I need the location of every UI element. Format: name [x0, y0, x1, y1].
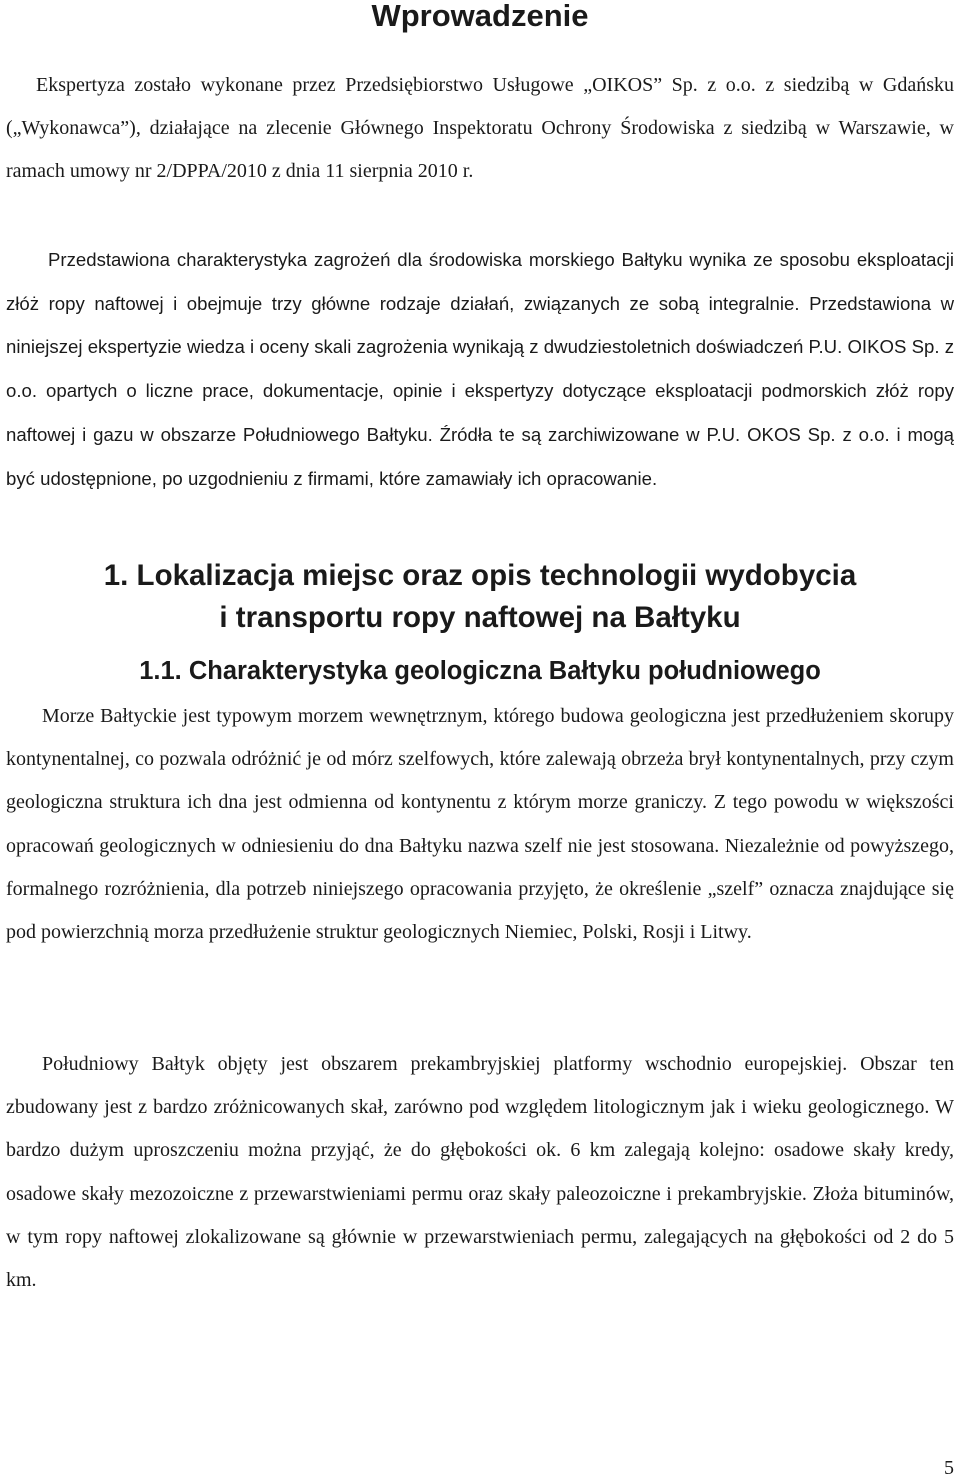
- page-title: Wprowadzenie: [371, 0, 589, 33]
- subsection-heading: 1.1. Charakterystyka geologiczna Bałtyku południowego: [139, 657, 821, 685]
- page-number: 5: [944, 1457, 954, 1479]
- section-heading-line-2: i transportu ropy naftowej na Bałtyku: [219, 601, 741, 634]
- geology-paragraph-2: Południowy Bałtyk objęty jest obszarem prekambryjskiej platformy wschodnio europejskiej. Obszar ten zbudowany jest z bardzo zróżnicowanych skał, zarówno pod względem litologicznym jak i wieku geologicznego. W bardzo dużym uproszczeniu można przyjąć, że do głębokości ok. 6 km zalegają kolejno: osadowe skały kredy, osadowe skały mezozoiczne z przewarstwieniami permu oraz skały paleozoiczne i prekambryjskie. Złoża bituminów, w tym ropy naftowej zlokalizowane są głównie w przewarstwieniach permu, zalegających na głębokości od 2 do 5 km.: [6, 1053, 954, 1292]
- scope-paragraph: Przedstawiona charakterystyka zagrożeń dla środowiska morskiego Bałtyku wynika ze sposobu eksploatacji złóż ropy naftowej i obejmuje trzy główne rodzaje działań, związanych ze sobą integralnie. Przedstawiona w niniejszej ekspertyzie wiedza i oceny skali zagrożenia wynikają z dwudziestoletnich doświadczeń P.U. OIKOS Sp. z o.o. opartych o liczne prace, dokumentacje, opinie i ekspertyzy dotyczące eksploatacji podmorskich złóż ropy naftowej i gazu w obszarze Południowego Bałtyku. Źródła te są zarchiwizowane w P.U. OKOS Sp. z o.o. i mogą być udostępnione, po uzgodnieniu z firmami, które zamawiały ich opracowanie.: [6, 249, 954, 489]
- document-page: [6, 0, 954, 1480]
- geology-paragraph-1: Morze Bałtyckie jest typowym morzem wewnętrznym, którego budowa geologiczna jest przedłużeniem skorupy kontynentalnej, co pozwala odróżnić je od mórz szelfowych, które zalewają obrzeża brył kontynentalnych, przy czym geologiczna struktura ich dna jest odmienna od kontynentu z którym morze graniczy. Z tego powodu w większości opracowań geologicznych w odniesieniu do dna Bałtyku nazwa szelf nie jest stosowana. Niezależnie od powyższego, formalnego rozróżnienia, dla potrzeb niniejszego opracowania przyjęto, że określenie „szelf” oznacza znajdujące się pod powierzchnią morza przedłużenie struktur geologicznych Niemiec, Polski, Rosji i Litwy.: [6, 705, 954, 944]
- intro-paragraph: Ekspertyza zostało wykonane przez Przedsiębiorstwo Usługowe „OIKOS” Sp. z o.o. z siedzibą w Gdańsku („Wykonawca”), działające na zlecenie Głównego Inspektoratu Ochrony Środowiska z siedzibą w Warszawie, w ramach umowy nr 2/DPPA/2010 z dnia 11 sierpnia 2010 r.: [6, 74, 954, 183]
- section-heading-line-1: 1. Lokalizacja miejsc oraz opis technologii wydobycia: [103, 559, 857, 592]
